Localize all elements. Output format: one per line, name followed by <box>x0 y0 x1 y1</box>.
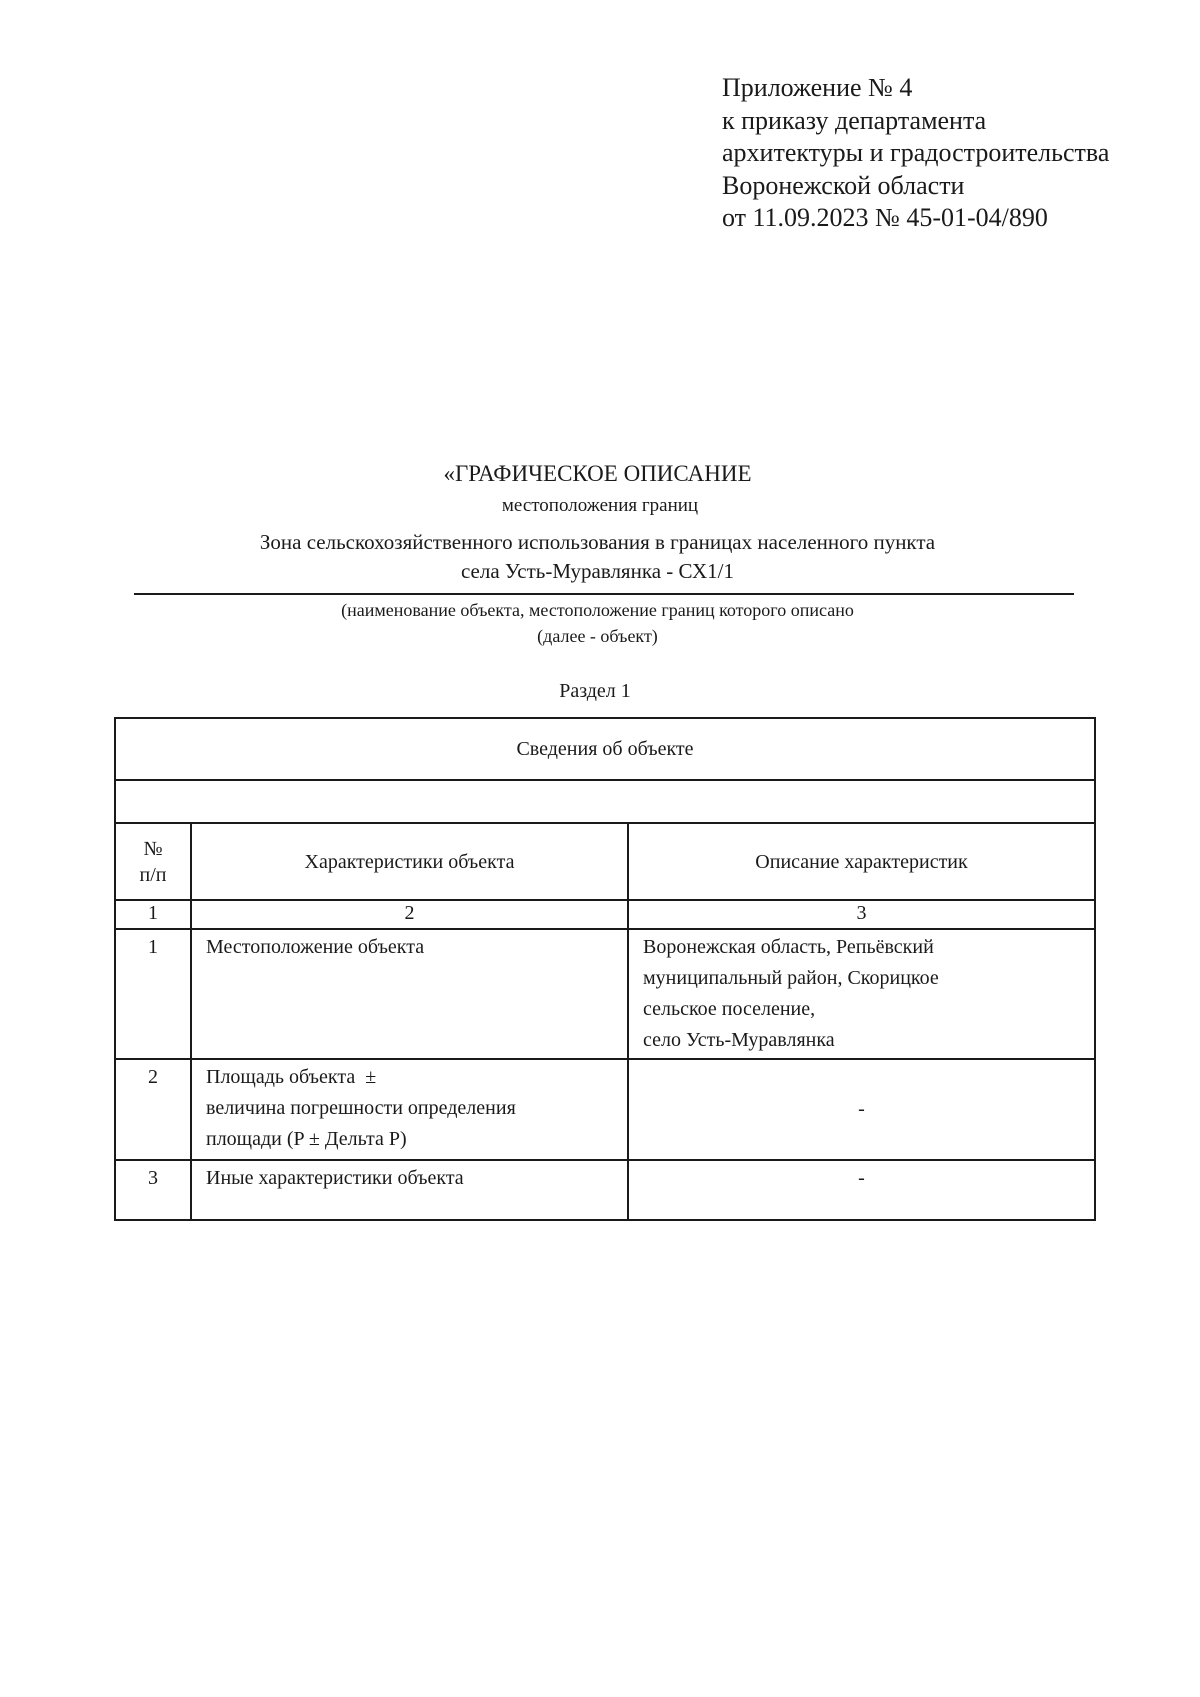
table-blank-row <box>115 780 1095 823</box>
object-name <box>0 528 1200 586</box>
annex-line: Приложение № 4 <box>722 73 913 102</box>
header-description: Описание характеристик <box>628 823 1095 900</box>
column-number-row <box>115 900 1095 929</box>
column-number: 3 <box>628 900 1095 929</box>
description-line: сельское поселение, <box>643 998 816 1020</box>
object-note-line: (далее - объект) <box>537 626 658 646</box>
title-main: «ГРАФИЧЕСКОЕ ОПИСАНИЕ <box>443 461 752 486</box>
object-info-table <box>114 717 1096 1221</box>
document-title <box>0 460 1200 586</box>
object-note <box>0 597 1200 649</box>
header-characteristics: Характеристики объекта <box>191 823 628 900</box>
row-characteristic: Местоположение объекта <box>191 929 628 1059</box>
table-row <box>115 1059 1095 1160</box>
column-number: 2 <box>191 900 628 929</box>
annex-line: Воронежской области <box>722 170 965 200</box>
header-number <box>115 823 191 900</box>
row-number: 3 <box>115 1160 191 1220</box>
row-number: 2 <box>115 1059 191 1160</box>
table-row <box>115 929 1095 1059</box>
row-description <box>628 929 1095 1059</box>
annex-line: от 11.09.2023 № 45-01-04/890 <box>722 203 1048 232</box>
section-label: Раздел 1 <box>559 680 631 702</box>
underline-rule <box>134 593 1074 595</box>
table-header-row <box>115 823 1095 900</box>
description-line: село Усть-Муравлянка <box>643 1029 835 1051</box>
column-number: 1 <box>115 900 191 929</box>
annex-line: архитектуры и градостроительства <box>722 138 1110 167</box>
characteristic-line: Площадь объекта ± <box>206 1066 377 1088</box>
row-description: - <box>628 1059 1095 1160</box>
annex-header <box>722 72 1162 235</box>
annex-line: к приказу департамента <box>722 105 987 135</box>
title-sub: местоположения границ <box>501 495 699 516</box>
row-number: 1 <box>115 929 191 1059</box>
object-note-line: (наименование объекта, местоположение границ которого описано <box>341 600 854 620</box>
characteristic-line: площади (P ± Дельта P) <box>206 1128 407 1150</box>
header-number-symbol: № <box>143 837 163 860</box>
description-line: муниципальный район, Скорицкое <box>643 967 939 989</box>
row-description: - <box>628 1160 1095 1220</box>
object-name-line: Зона сельскохозяйственного использования в границах населенного пункта <box>259 530 936 554</box>
characteristic-line: величина погрешности определения <box>206 1097 516 1119</box>
header-number-label: п/п <box>139 863 167 886</box>
description-line: Воронежская область, Репьёвский <box>643 936 934 958</box>
table-caption: Сведения об объекте <box>115 718 1095 780</box>
object-name-line: села Усть-Муравлянка - СХ1/1 <box>460 559 734 583</box>
row-characteristic: Иные характеристики объекта <box>191 1160 628 1220</box>
table-row <box>115 1160 1095 1220</box>
row-characteristic <box>191 1059 628 1160</box>
